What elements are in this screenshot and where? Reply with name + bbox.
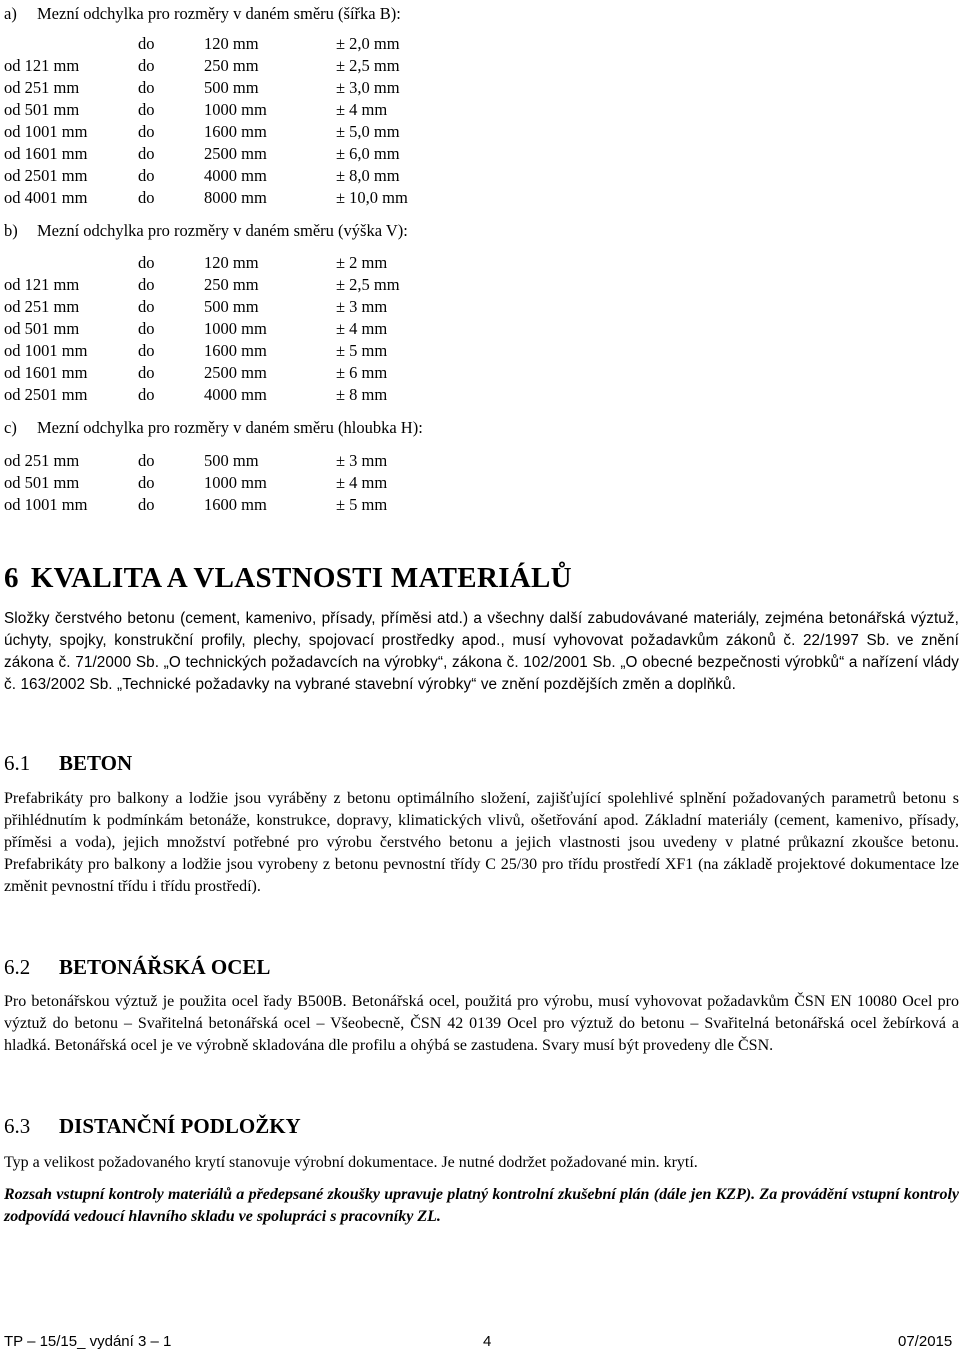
range-to-word: do xyxy=(138,473,155,492)
footer-page-number: 4 xyxy=(483,1333,492,1350)
range-to-word: do xyxy=(138,495,155,514)
range-to-value: 250 mm xyxy=(204,56,259,75)
footer-doc-id: TP – 15/15_ vydání 3 – 1 xyxy=(4,1333,172,1350)
section-6-3-paragraph: Typ a velikost požadovaného krytí stanovuje výrobní dokumentace. Je nutné dodržet požadované min. krytí. xyxy=(4,1154,698,1171)
section-6-2-title: BETONÁŘSKÁ OCEL xyxy=(59,955,271,979)
tolerance-value: ± 2,0 mm xyxy=(336,34,400,53)
range-from: od 1601 mm xyxy=(4,144,88,163)
range-from: od 2501 mm xyxy=(4,166,88,185)
section-a-letter: a) xyxy=(4,4,17,23)
range-to-word: do xyxy=(138,451,155,470)
range-from: od 121 mm xyxy=(4,56,80,75)
tolerance-value: ± 5 mm xyxy=(336,341,388,360)
range-to-word: do xyxy=(138,100,155,119)
section-6-2-number: 6.2 xyxy=(4,955,31,979)
tolerance-value: ± 4 mm xyxy=(336,100,388,119)
tolerance-value: ± 6 mm xyxy=(336,363,388,382)
tolerance-value: ± 4 mm xyxy=(336,319,388,338)
range-from: od 1601 mm xyxy=(4,363,88,382)
chapter-intro-paragraph: Složky čerstvého betonu (cement, kamenivo, přísady, příměsi atd.) a všechny další zabudovávané materiály, zejména betonářská výztuž, úchyty, spojky, konstrukční profily, plechy, spojovací prostředky apod., musí vyhovovat požadavkům zákonů č. 22/1997 Sb. ve znění zákona č. 71/2000 Sb. „O technických požadavcích na výrobky“, zákona č. 102/2001 Sb. „O obecné bezpečnosti výrobků“ a nařízení vlády č. 163/2002 Sb. „Technické požadavky na vybrané stavební výrobky“ ve znění pozdějších změn a doplňků. xyxy=(4,610,959,693)
section-c-title: Mezní odchylka pro rozměry v daném směru (hloubka H): xyxy=(37,418,423,437)
section-6-1-number: 6.1 xyxy=(4,751,31,775)
range-from: od 4001 mm xyxy=(4,188,88,207)
range-from: od 251 mm xyxy=(4,451,80,470)
tolerance-value: ± 3 mm xyxy=(336,451,388,470)
tolerance-value: ± 8 mm xyxy=(336,385,388,404)
section-c-letter: c) xyxy=(4,418,17,437)
range-to-word: do xyxy=(138,122,155,141)
section-c-heading xyxy=(4,418,423,438)
range-to-value: 2500 mm xyxy=(204,363,267,382)
range-from: od 1001 mm xyxy=(4,341,88,360)
range-from: od 1001 mm xyxy=(4,122,88,141)
chapter-number: 6 xyxy=(4,562,19,594)
range-to-value: 4000 mm xyxy=(204,166,267,185)
tolerance-value: ± 3 mm xyxy=(336,297,388,316)
range-to-value: 250 mm xyxy=(204,275,259,294)
range-to-value: 500 mm xyxy=(204,78,259,97)
range-from: od 501 mm xyxy=(4,100,80,119)
section-6-2-paragraph: Pro betonářskou výztuž je použita ocel řady B500B. Betonářská ocel, použitá pro výrobu, musí vyhovovat požadavkům ČSN EN 10080 Ocel pro výztuž do betonu – Svařitelná betonářská ocel – Všeobecně, ČSN 42 0139 Ocel pro výztuž do betonu – Svařitelná betonářská ocel žebírková a hladká. Betonářská ocel je ve výrobně skladována dle profilu a ohýbá se zastudena. Svary musí být provedeny dle ČSN. xyxy=(4,993,959,1054)
range-to-value: 1000 mm xyxy=(204,473,267,492)
tolerance-value: ± 3,0 mm xyxy=(336,78,400,97)
range-to-word: do xyxy=(138,319,155,338)
range-to-word: do xyxy=(138,166,155,185)
section-b-title: Mezní odchylka pro rozměry v daném směru (výška V): xyxy=(37,221,408,240)
range-to-value: 8000 mm xyxy=(204,188,267,207)
section-6-3-number: 6.3 xyxy=(4,1114,31,1138)
section-6-3-heading xyxy=(4,1114,301,1139)
section-6-1-heading xyxy=(4,751,132,776)
range-to-word: do xyxy=(138,188,155,207)
range-to-word: do xyxy=(138,78,155,97)
tolerance-value: ± 4 mm xyxy=(336,473,388,492)
range-to-value: 500 mm xyxy=(204,297,259,316)
range-to-value: 120 mm xyxy=(204,253,259,272)
range-to-word: do xyxy=(138,144,155,163)
tolerance-value: ± 5 mm xyxy=(336,495,388,514)
section-6-1-paragraph: Prefabrikáty pro balkony a lodžie jsou vyráběny z betonu optimálního složení, zajišťující spolehlivé splnění požadovaných parametrů betonu s přihlédnutím k podmínkám betonáže, konstrukce, dopravy, klimatických vlivů, ošetřování apod. Základní materiály (cement, kamenivo, přísady, příměsi a voda), jejich množství potřebné pro výrobu čerstvého betonu a jejich vlastnosti jsou uvedeny v platné průkazní zkoušce betonu. Prefabrikáty pro balkony a lodžie jsou vyrobeny z betonu pevnostní třídy C 25/30 pro třídu prostředí XF1 (na základě projektové dokumentace lze změnit pevnostní třídu i třídu prostředí). xyxy=(4,790,959,895)
tolerance-value: ± 2,5 mm xyxy=(336,56,400,75)
range-to-value: 1600 mm xyxy=(204,341,267,360)
section-6-3-title: DISTANČNÍ PODLOŽKY xyxy=(59,1114,301,1138)
range-from: od 501 mm xyxy=(4,473,80,492)
range-to-value: 120 mm xyxy=(204,34,259,53)
tolerance-value: ± 10,0 mm xyxy=(336,188,408,207)
section-b-letter: b) xyxy=(4,221,18,240)
range-from: od 2501 mm xyxy=(4,385,88,404)
range-to-word: do xyxy=(138,385,155,404)
range-to-word: do xyxy=(138,297,155,316)
section-a-heading xyxy=(4,4,401,24)
range-from: od 121 mm xyxy=(4,275,80,294)
range-to-word: do xyxy=(138,363,155,382)
range-to-word: do xyxy=(138,253,155,272)
range-to-word: do xyxy=(138,56,155,75)
tolerance-value: ± 6,0 mm xyxy=(336,144,400,163)
range-from: od 251 mm xyxy=(4,78,80,97)
tolerance-value: ± 2,5 mm xyxy=(336,275,400,294)
kzp-note-paragraph: Rozsah vstupní kontroly materiálů a předepsané zkoušky upravuje platný kontrolní zkušební plán (dále jen KZP). Za provádění vstupní kontroly zodpovídá vedoucí hlavního skladu ve spolupráci s pracovníky ZL. xyxy=(4,1186,959,1225)
range-to-word: do xyxy=(138,341,155,360)
chapter-heading xyxy=(4,562,572,595)
tolerance-value: ± 8,0 mm xyxy=(336,166,400,185)
section-6-1-title: BETON xyxy=(59,751,133,775)
tolerance-value: ± 2 mm xyxy=(336,253,388,272)
range-to-value: 1600 mm xyxy=(204,122,267,141)
section-6-2-heading xyxy=(4,955,270,980)
range-to-value: 1000 mm xyxy=(204,100,267,119)
section-b-heading xyxy=(4,221,408,241)
footer-date: 07/2015 xyxy=(898,1333,953,1350)
chapter-title: KVALITA A VLASTNOSTI MATERIÁLŮ xyxy=(30,562,572,594)
range-from: od 1001 mm xyxy=(4,495,88,514)
range-to-value: 4000 mm xyxy=(204,385,267,404)
range-to-value: 1600 mm xyxy=(204,495,267,514)
range-to-value: 2500 mm xyxy=(204,144,267,163)
tolerance-value: ± 5,0 mm xyxy=(336,122,400,141)
range-to-value: 1000 mm xyxy=(204,319,267,338)
range-to-word: do xyxy=(138,34,155,53)
section-a-title: Mezní odchylka pro rozměry v daném směru (šířka B): xyxy=(37,4,401,23)
range-from: od 251 mm xyxy=(4,297,80,316)
range-to-value: 500 mm xyxy=(204,451,259,470)
range-to-word: do xyxy=(138,275,155,294)
range-from: od 501 mm xyxy=(4,319,80,338)
